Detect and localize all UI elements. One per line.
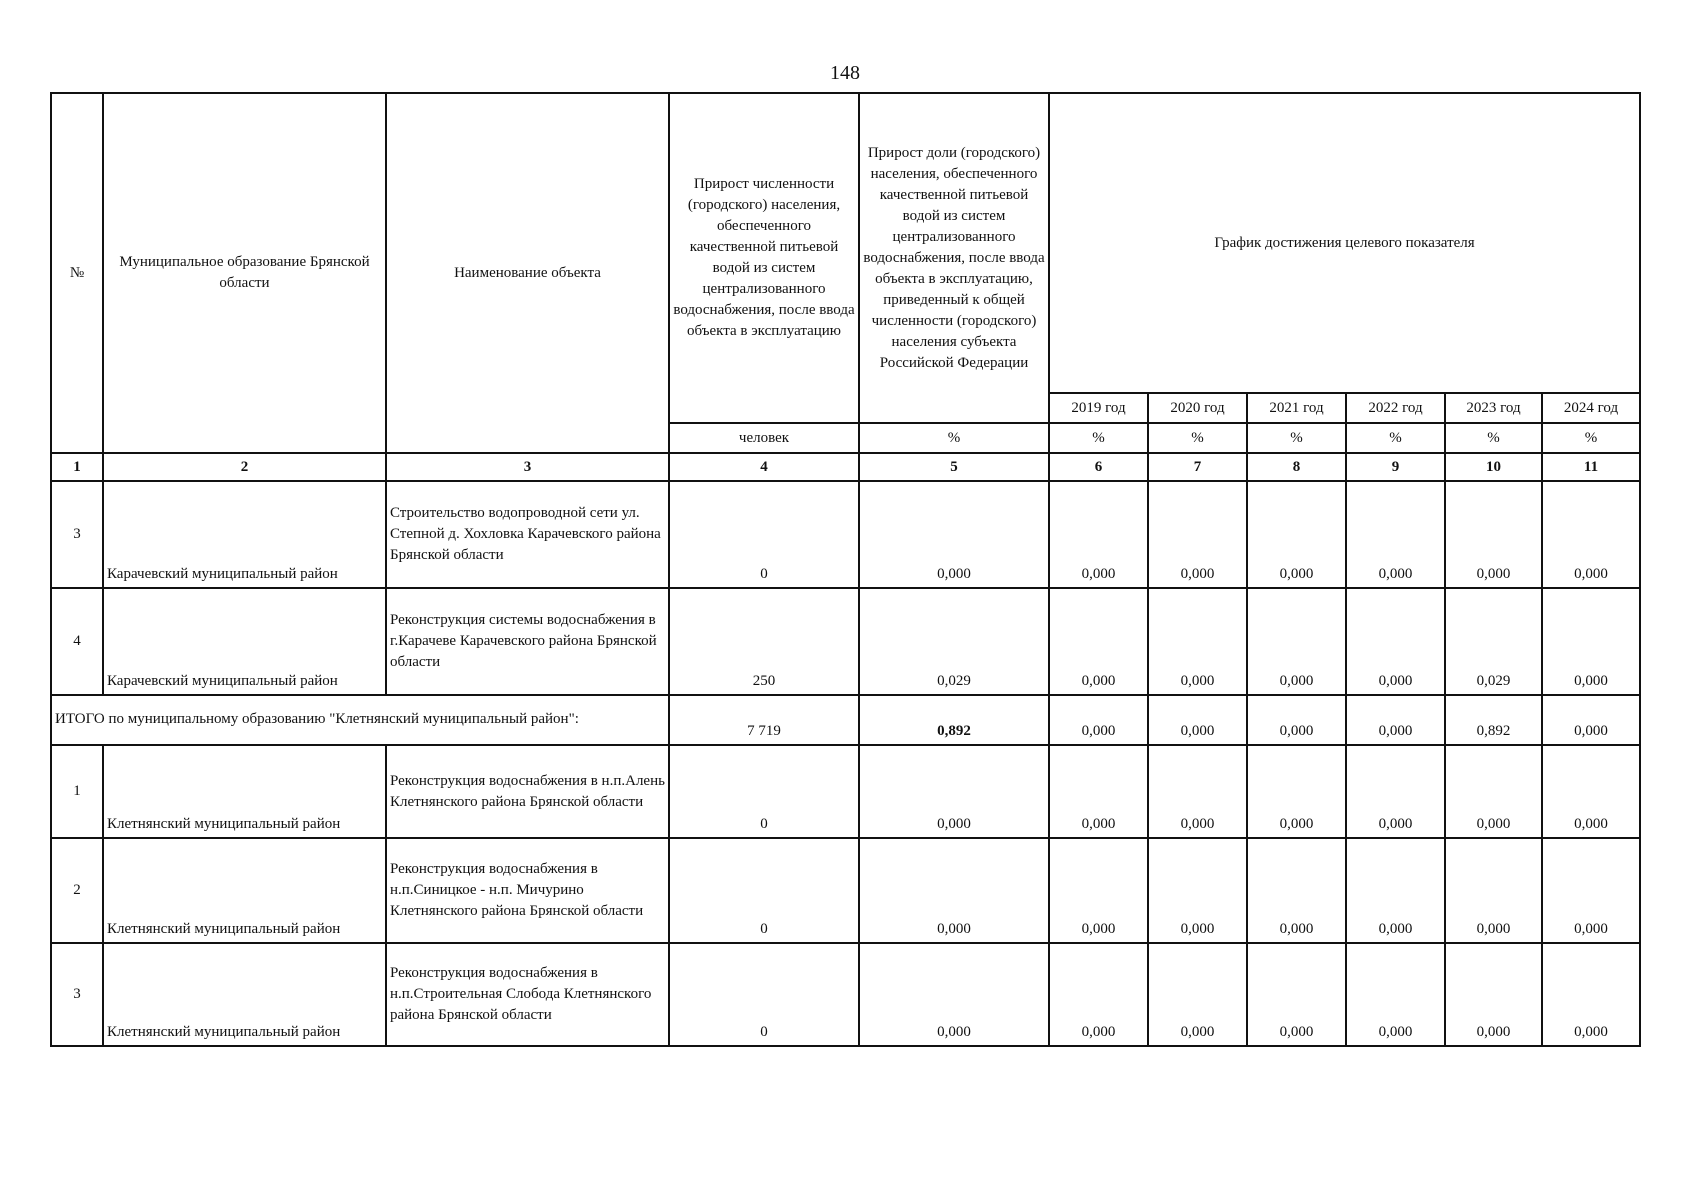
row-year-value: 0,029 [1445, 588, 1542, 695]
col-number: 4 [669, 453, 859, 481]
total-year-value: 0,892 [1445, 695, 1542, 745]
row-object: Реконструкция водоснабжения в н.п.Алень Клетнянского района Брянской области [386, 745, 669, 838]
row-year-value: 0,000 [1049, 838, 1148, 943]
row-people: 0 [669, 745, 859, 838]
col-number: 8 [1247, 453, 1346, 481]
row-year-value: 0,000 [1049, 943, 1148, 1046]
row-num: 3 [51, 943, 103, 1046]
row-year-value: 0,000 [1148, 943, 1247, 1046]
row-year-value: 0,000 [1247, 745, 1346, 838]
table-row [51, 481, 1640, 588]
header-schedule: График достижения целевого показателя [1049, 93, 1640, 393]
row-municipality: Клетнянский муниципальный район [103, 745, 386, 838]
row-object: Реконструкция водоснабжения в н.п.Синицкое - н.п. Мичурино Клетнянского района Брянской области [386, 838, 669, 943]
table-row [51, 745, 1640, 838]
row-share: 0,029 [859, 588, 1049, 695]
row-year-value: 0,000 [1346, 838, 1445, 943]
total-people: 7 719 [669, 695, 859, 745]
row-year-value: 0,000 [1247, 588, 1346, 695]
header-growth-population: Прирост численности (городского) населения, обеспеченного качественной питьевой водой из систем централизованного водоснабжения, после ввода объекта в эксплуатацию [669, 93, 859, 423]
table-row [51, 588, 1640, 695]
table-row [51, 838, 1640, 943]
row-object: Реконструкция системы водоснабжения в г.Карачеве Карачевского района Брянской области [386, 588, 669, 695]
unit-percent: % [1445, 423, 1542, 453]
row-year-value: 0,000 [1542, 745, 1640, 838]
table-row [51, 943, 1640, 1046]
header-year: 2021 год [1247, 393, 1346, 423]
col-number: 5 [859, 453, 1049, 481]
row-year-value: 0,000 [1049, 588, 1148, 695]
page-number: 148 [830, 62, 860, 84]
col-number: 3 [386, 453, 669, 481]
row-year-value: 0,000 [1445, 745, 1542, 838]
row-year-value: 0,000 [1148, 838, 1247, 943]
row-municipality: Клетнянский муниципальный район [103, 943, 386, 1046]
row-year-value: 0,000 [1542, 838, 1640, 943]
row-share: 0,000 [859, 481, 1049, 588]
header-year: 2022 год [1346, 393, 1445, 423]
row-municipality: Карачевский муниципальный район [103, 481, 386, 588]
row-people: 0 [669, 838, 859, 943]
unit-percent: % [1542, 423, 1640, 453]
row-year-value: 0,000 [1247, 943, 1346, 1046]
unit-percent: % [859, 423, 1049, 453]
row-share: 0,000 [859, 745, 1049, 838]
row-year-value: 0,000 [1542, 481, 1640, 588]
row-year-value: 0,000 [1445, 838, 1542, 943]
header-year: 2024 год [1542, 393, 1640, 423]
row-year-value: 0,000 [1346, 745, 1445, 838]
row-year-value: 0,000 [1148, 745, 1247, 838]
header-year: 2023 год [1445, 393, 1542, 423]
row-num: 4 [51, 588, 103, 695]
row-share: 0,000 [859, 838, 1049, 943]
total-year-value: 0,000 [1148, 695, 1247, 745]
header-object: Наименование объекта [386, 93, 669, 453]
header-num: № [51, 93, 103, 453]
col-number: 10 [1445, 453, 1542, 481]
col-number: 2 [103, 453, 386, 481]
total-share: 0,892 [859, 695, 1049, 745]
col-number: 7 [1148, 453, 1247, 481]
total-label: ИТОГО по муниципальному образованию "Клетнянский муниципальный район": [51, 695, 669, 745]
row-people: 250 [669, 588, 859, 695]
col-number: 11 [1542, 453, 1640, 481]
row-year-value: 0,000 [1346, 481, 1445, 588]
row-num: 2 [51, 838, 103, 943]
row-municipality: Клетнянский муниципальный район [103, 838, 386, 943]
total-year-value: 0,000 [1247, 695, 1346, 745]
header-year: 2020 год [1148, 393, 1247, 423]
row-year-value: 0,000 [1148, 588, 1247, 695]
row-people: 0 [669, 943, 859, 1046]
row-year-value: 0,000 [1542, 943, 1640, 1046]
header-municipality: Муниципальное образование Брянской области [103, 93, 386, 453]
row-object: Строительство водопроводной сети ул. Степной д. Хохловка Карачевского района Брянской области [386, 481, 669, 588]
unit-percent: % [1049, 423, 1148, 453]
total-row [51, 695, 1640, 745]
col-number: 9 [1346, 453, 1445, 481]
row-year-value: 0,000 [1247, 481, 1346, 588]
row-year-value: 0,000 [1148, 481, 1247, 588]
header-growth-share: Прирост доли (городского) населения, обеспеченного качественной питьевой водой из систем централизованного водоснабжения, после ввода объекта в эксплуатацию, приведенный к общей численности (городского) населения субъекта Российской Федерации [859, 93, 1049, 423]
row-year-value: 0,000 [1445, 943, 1542, 1046]
total-year-value: 0,000 [1049, 695, 1148, 745]
row-year-value: 0,000 [1346, 943, 1445, 1046]
row-num: 1 [51, 745, 103, 838]
col-number: 6 [1049, 453, 1148, 481]
row-year-value: 0,000 [1049, 745, 1148, 838]
row-municipality: Карачевский муниципальный район [103, 588, 386, 695]
row-year-value: 0,000 [1542, 588, 1640, 695]
total-year-value: 0,000 [1542, 695, 1640, 745]
row-year-value: 0,000 [1049, 481, 1148, 588]
row-year-value: 0,000 [1247, 838, 1346, 943]
unit-percent: % [1346, 423, 1445, 453]
unit-people: человек [669, 423, 859, 453]
total-year-value: 0,000 [1346, 695, 1445, 745]
row-year-value: 0,000 [1445, 481, 1542, 588]
row-people: 0 [669, 481, 859, 588]
col-number: 1 [51, 453, 103, 481]
row-num: 3 [51, 481, 103, 588]
row-year-value: 0,000 [1346, 588, 1445, 695]
header-year: 2019 год [1049, 393, 1148, 423]
unit-percent: % [1148, 423, 1247, 453]
unit-percent: % [1247, 423, 1346, 453]
row-object: Реконструкция водоснабжения в н.п.Строительная Слобода Клетнянского района Брянской области [386, 943, 669, 1046]
data-table [50, 92, 1641, 1047]
row-share: 0,000 [859, 943, 1049, 1046]
